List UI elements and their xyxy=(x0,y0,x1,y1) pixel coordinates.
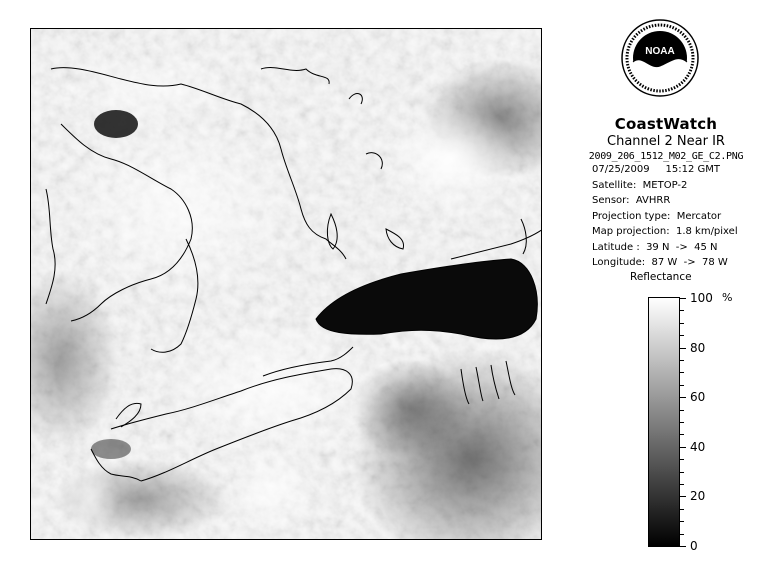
map-projection-label: Map projection: 1.8 km/pixel xyxy=(592,226,738,237)
legend-unit: % xyxy=(722,291,733,304)
satellite-label: Satellite: METOP-2 xyxy=(592,179,688,191)
longitude-label: Longitude: 87 W -> 78 W xyxy=(592,257,728,268)
colorbar-tick xyxy=(680,323,684,324)
colorbar-tick xyxy=(680,397,686,398)
projection-type-label: Projection type: Mercator xyxy=(592,210,722,222)
colorbar xyxy=(648,297,680,547)
colorbar-tick-label: 80 xyxy=(690,341,706,355)
colorbar-tick-label: 40 xyxy=(690,440,706,454)
colorbar-tick xyxy=(680,509,684,510)
sensor-label: Sensor: AVHRR xyxy=(592,195,671,206)
datetime-label: 07/25/2009 15:12 GMT xyxy=(592,164,721,175)
app-title: CoastWatch xyxy=(614,115,718,133)
colorbar-tick xyxy=(680,521,684,522)
colorbar-tick xyxy=(680,459,684,460)
colorbar-tick xyxy=(680,496,686,497)
colorbar-tick xyxy=(680,335,684,336)
satellite-map xyxy=(30,28,542,540)
colorbar-tick xyxy=(680,434,684,435)
noaa-logo xyxy=(620,18,700,98)
colorbar-tick xyxy=(680,422,684,423)
colorbar-tick xyxy=(680,472,684,473)
latitude-label: Latitude : 39 N -> 45 N xyxy=(592,241,718,253)
colorbar-tick xyxy=(680,310,684,311)
colorbar-tick-label: 100 xyxy=(690,291,713,305)
satellite-image xyxy=(31,29,542,540)
colorbar-tick xyxy=(680,348,686,349)
colorbar-tick xyxy=(680,372,684,373)
colorbar-tick xyxy=(680,484,684,485)
image-filename: 2009_206_1512_M02_GE_C2.PNG xyxy=(588,151,744,162)
colorbar-tick xyxy=(680,546,686,547)
colorbar-tick-label: 0 xyxy=(690,539,698,553)
legend-title: Reflectance xyxy=(630,271,692,283)
colorbar-tick xyxy=(680,410,684,411)
metadata-block xyxy=(592,162,738,271)
colorbar-tick-label: 20 xyxy=(690,489,706,503)
channel-subtitle: Channel 2 Near IR xyxy=(607,134,725,149)
colorbar-tick xyxy=(680,298,686,299)
svg-text:NOAA: NOAA xyxy=(645,46,675,57)
colorbar-tick xyxy=(680,385,684,386)
info-panel xyxy=(560,115,772,162)
colorbar-tick xyxy=(680,360,684,361)
colorbar-tick-label: 60 xyxy=(690,390,706,404)
colorbar-tick xyxy=(680,447,686,448)
colorbar-tick xyxy=(680,534,684,535)
